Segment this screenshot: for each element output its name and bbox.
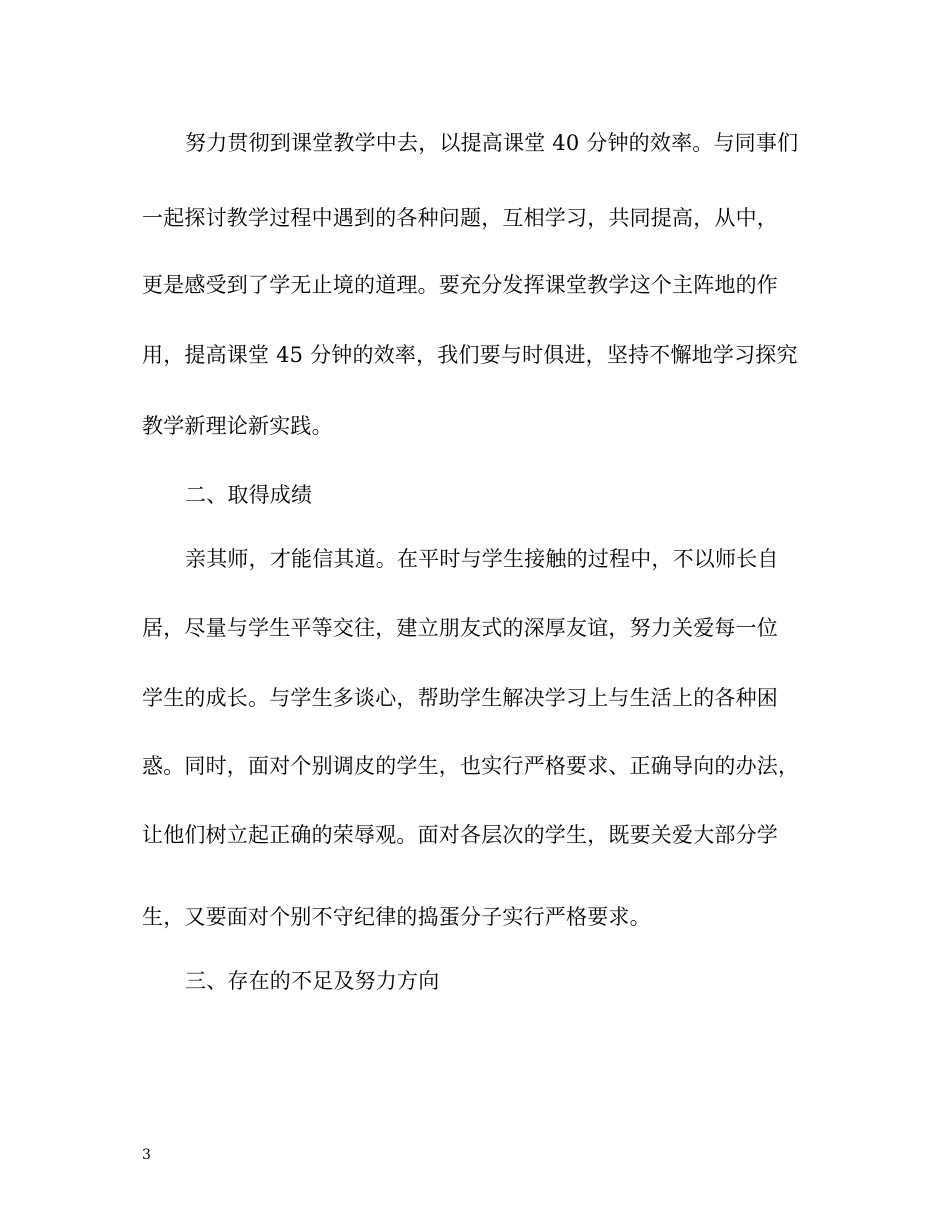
text-line: 更是感受到了学无止境的道理。要充分发挥课堂教学这个主阵地的作: [142, 273, 778, 297]
text-line: 居，尽量与学生平等交往，建立朋友式的深厚友谊，努力关爱每一位: [142, 616, 778, 640]
text-line: 一起探讨教学过程中遇到的各种问题，互相学习，共同提高，从中，: [142, 206, 778, 230]
text-line: 学生的成长。与学生多谈心，帮助学生解决学习上与生活上的各种困: [142, 686, 778, 710]
text-line: 教学新理论新实践。: [142, 414, 333, 438]
text-line: 生，又要面对个别不守纪律的捣蛋分子实行严格要求。: [142, 905, 651, 929]
page-number: 3: [142, 1147, 151, 1163]
text-line: 亲其师，才能信其道。在平时与学生接触的过程中，不以师长自: [185, 547, 779, 571]
section-heading: 三、存在的不足及努力方向: [185, 969, 440, 993]
text-line: 惑。同时，面对个别调皮的学生，也实行严格要求、正确导向的办法，: [142, 754, 800, 778]
text-line: 努力贯彻到课堂教学中去，以提高课堂 40 分钟的效率。与同事们: [185, 131, 799, 155]
text-line: 用，提高课堂 45 分钟的效率，我们要与时俱进，坚持不懈地学习探究: [142, 343, 798, 367]
section-heading: 二、取得成绩: [185, 483, 313, 507]
text-line: 让他们树立起正确的荣辱观。面对各层次的学生，既要关爱大部分学: [142, 823, 778, 847]
